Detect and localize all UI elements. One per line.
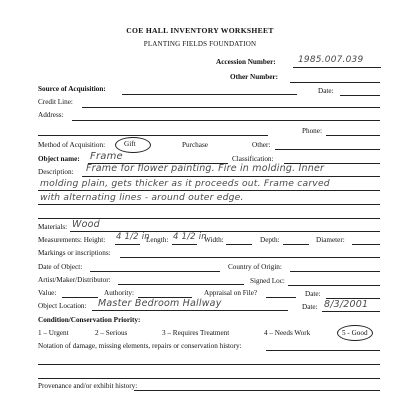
description-line-2-text: molding plain, gets thicker as it proceeds out. Frame carved [40, 178, 330, 189]
value-label: Value: [38, 289, 57, 297]
description-line-3 [38, 204, 380, 205]
location-date-line [322, 311, 380, 312]
method-purchase: Purchase [182, 141, 208, 149]
source-label: Source of Acquisition: [38, 85, 106, 93]
country-label: Country of Origin: [228, 263, 282, 271]
credit-line-line [82, 107, 380, 108]
country-line [290, 271, 380, 272]
width-label: Width: [204, 236, 224, 244]
provenance-line [134, 390, 380, 391]
signed-loc-label: Signed Loc: [250, 277, 285, 285]
classification-label: Classification: [232, 155, 274, 163]
method-other: Other: [252, 141, 271, 149]
condition-option-4: 4 – Needs Work [264, 329, 311, 337]
worksheet-title: COE HALL INVENTORY WORKSHEET [126, 26, 274, 35]
date-of-object-line [90, 271, 220, 272]
other-number-line [290, 82, 380, 83]
location-date-value: 8/3/2001 [324, 299, 369, 310]
method-label: Method of Acquisition: [38, 141, 106, 149]
description-line-1 [82, 176, 380, 177]
notation-line-2 [38, 364, 380, 365]
markings-label: Markings or inscriptions: [38, 249, 111, 257]
diameter-line [352, 244, 380, 245]
address-line-2 [38, 135, 268, 136]
length-value: 4 1/2 in [173, 232, 207, 242]
diameter-label: Diameter: [316, 236, 345, 244]
object-location-line [92, 310, 288, 311]
worksheet-subtitle: PLANTING FIELDS FOUNDATION [143, 40, 257, 48]
phone-line [326, 135, 380, 136]
address-label: Address: [38, 111, 64, 119]
accession-number-line [293, 67, 381, 68]
appraisal-label: Appraisal on File? [204, 289, 258, 297]
location-date-label: Date: [302, 303, 318, 311]
provenance-label: Provenance and/or exhibit history: [38, 382, 138, 390]
description-label: Description: [38, 168, 74, 176]
object-location-value: Master Bedroom Hallway [98, 298, 222, 309]
value-line [62, 297, 98, 298]
condition-option-1: 1 – Urgent [38, 329, 69, 337]
length-line [172, 244, 197, 245]
date-of-object-label: Date of Object: [38, 263, 83, 271]
object-name-value: Frame [90, 151, 123, 162]
materials-value: Wood [72, 219, 100, 230]
phone-label: Phone: [302, 127, 322, 135]
source-date-label: Date: [318, 87, 334, 95]
address-line-1 [72, 120, 380, 121]
height-line [115, 244, 140, 245]
height-value: 4 1/2 in [116, 232, 150, 242]
markings-line [120, 257, 380, 258]
length-label: Length: [146, 236, 169, 244]
notation-label: Notation of damage, missing elements, repairs or conservation history: [38, 342, 242, 350]
source-date-line [340, 95, 380, 96]
signed-loc-line [288, 285, 380, 286]
method-other-line [275, 149, 380, 150]
condition-option-3: 3 – Requires Treatment [162, 329, 230, 337]
description-line-2 [38, 190, 380, 191]
depth-line [283, 244, 309, 245]
notation-line-1 [266, 350, 380, 351]
depth-label: Depth: [260, 236, 280, 244]
method-gift: Gift [124, 140, 136, 148]
description-line-1-text: Frame for flower painting. Fire in molding. Inner [86, 163, 325, 174]
accession-number-label: Accession Number: [216, 58, 276, 66]
artist-line [118, 284, 244, 285]
notation-line-3 [38, 378, 380, 379]
credit-line-label: Credit Line: [38, 98, 73, 106]
condition-option-2: 2 – Serious [95, 329, 128, 337]
other-number-label: Other Number: [230, 73, 278, 81]
artist-label: Artist/Maker/Distributor: [38, 276, 111, 284]
condition-option-5: 5 - Good [342, 329, 368, 337]
description-line-3-text: with alternating lines - around outer edge. [40, 192, 244, 203]
object-name-label: Object name: [38, 155, 80, 163]
condition-heading: Condition/Conservation Priority: [38, 316, 141, 324]
measurements-label: Measurements: Height: [38, 236, 106, 244]
object-location-label: Object Location: [38, 302, 87, 310]
appraisal-date-label: Date: [305, 290, 321, 298]
accession-number-value: 1985.007.039 [298, 55, 364, 65]
materials-label: Materials: [38, 223, 68, 231]
width-line [226, 244, 252, 245]
source-line [122, 94, 297, 95]
appraisal-line [266, 297, 296, 298]
authority-label: Authority: [104, 289, 134, 297]
